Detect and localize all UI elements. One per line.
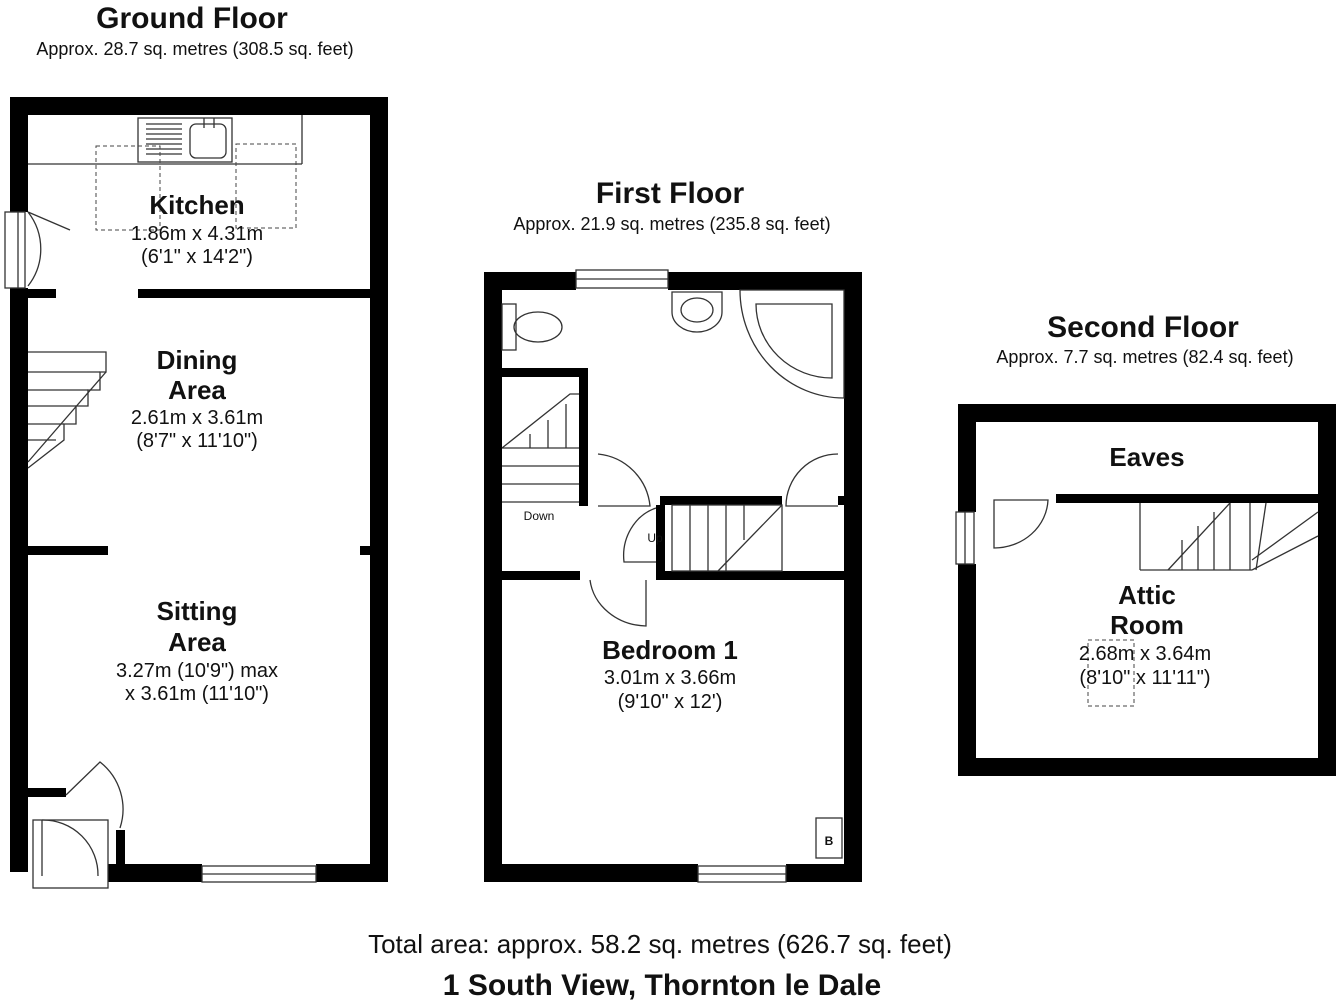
wall <box>28 788 66 797</box>
wall <box>958 758 1336 776</box>
wall <box>10 97 28 212</box>
wall <box>370 97 388 882</box>
staircase <box>1140 503 1318 570</box>
wall <box>484 864 698 882</box>
wall <box>838 496 844 505</box>
wall <box>108 864 202 882</box>
sitting-label: Area <box>168 627 226 657</box>
sitting-label: Sitting <box>156 596 238 626</box>
attic-dims-imperial: (8'10" x 11'11") <box>1079 667 1211 689</box>
dining-label: Dining <box>156 345 238 375</box>
wall <box>502 571 580 580</box>
dining-dims-metric: 2.61m x 3.61m <box>130 407 264 429</box>
attic-label: Attic <box>1118 580 1176 610</box>
wall <box>1318 404 1336 776</box>
wall <box>958 404 976 512</box>
first-floor <box>484 177 862 882</box>
wall <box>138 289 370 298</box>
ground-floor-title: Ground Floor <box>96 2 288 35</box>
wall <box>1056 494 1318 503</box>
door-swing <box>66 762 123 828</box>
wall <box>668 272 862 290</box>
staircase <box>502 394 579 502</box>
ground-floor <box>5 2 388 888</box>
wall <box>316 864 388 882</box>
bedroom-dims-metric: 3.01m x 3.66m <box>603 667 737 689</box>
boiler-label: B <box>824 834 834 848</box>
total-area: Total area: approx. 58.2 sq. metres (626.7 sq. feet) <box>368 929 952 959</box>
attic-label: Room <box>1110 610 1184 640</box>
wall <box>958 404 1336 422</box>
wall <box>579 368 588 506</box>
staircase <box>672 505 782 571</box>
door-swing <box>994 500 1048 548</box>
second-floor <box>956 311 1336 776</box>
wall <box>28 289 56 298</box>
kitchen-label: Kitchen <box>149 190 245 220</box>
door-swing <box>42 820 98 876</box>
bedroom-label: Bedroom 1 <box>602 635 738 665</box>
shower-inner <box>756 304 832 378</box>
kitchen-dims-metric: 1.86m x 4.31m <box>130 223 264 245</box>
stairs-down-label: Down <box>523 509 555 523</box>
wall <box>502 368 588 377</box>
stairs-up-label: Up <box>647 531 663 545</box>
dining-dims-imperial: (8'7" x 11'10") <box>136 430 258 452</box>
eaves-label: Eaves <box>1109 442 1185 472</box>
first-floor-area: Approx. 21.9 sq. metres (235.8 sq. feet) <box>513 214 831 234</box>
second-floor-title: Second Floor <box>1047 311 1239 344</box>
attic-dims-metric: 2.68m x 3.64m <box>1078 643 1212 665</box>
bedroom-dims-imperial: (9'10" x 12') <box>617 691 723 713</box>
door-swing <box>590 580 646 626</box>
sitting-dims-metric: 3.27m (10'9") max <box>115 660 279 682</box>
wall <box>656 571 844 580</box>
sitting-dims-imperial: x 3.61m (11'10") <box>125 683 269 705</box>
wall <box>360 546 370 555</box>
kitchen-dims-imperial: (6'1" x 14'2") <box>141 246 253 268</box>
wall <box>10 288 28 872</box>
basin-bowl <box>681 298 713 322</box>
sink-bowl <box>190 124 226 158</box>
door-swing <box>28 212 41 286</box>
ground-floor-area: Approx. 28.7 sq. metres (308.5 sq. feet) <box>36 39 354 59</box>
wall <box>844 272 862 882</box>
door-swing <box>786 454 838 506</box>
wall <box>786 864 862 882</box>
wall <box>660 496 782 505</box>
wall <box>10 97 388 115</box>
drainer <box>146 124 182 154</box>
wall <box>958 564 976 776</box>
wall <box>28 546 108 555</box>
wall <box>484 272 502 882</box>
second-floor-area: Approx. 7.7 sq. metres (82.4 sq. feet) <box>996 347 1294 367</box>
window <box>5 212 25 288</box>
dining-label: Area <box>168 375 226 405</box>
porch-door-frame <box>33 820 108 888</box>
staircase <box>28 352 106 468</box>
appliance-space <box>236 144 296 228</box>
first-floor-title: First Floor <box>595 177 745 210</box>
door-swing <box>598 454 650 506</box>
property-address: 1 South View, Thornton le Dale <box>442 969 882 1002</box>
wall <box>116 830 125 864</box>
toilet-bowl <box>514 312 562 342</box>
